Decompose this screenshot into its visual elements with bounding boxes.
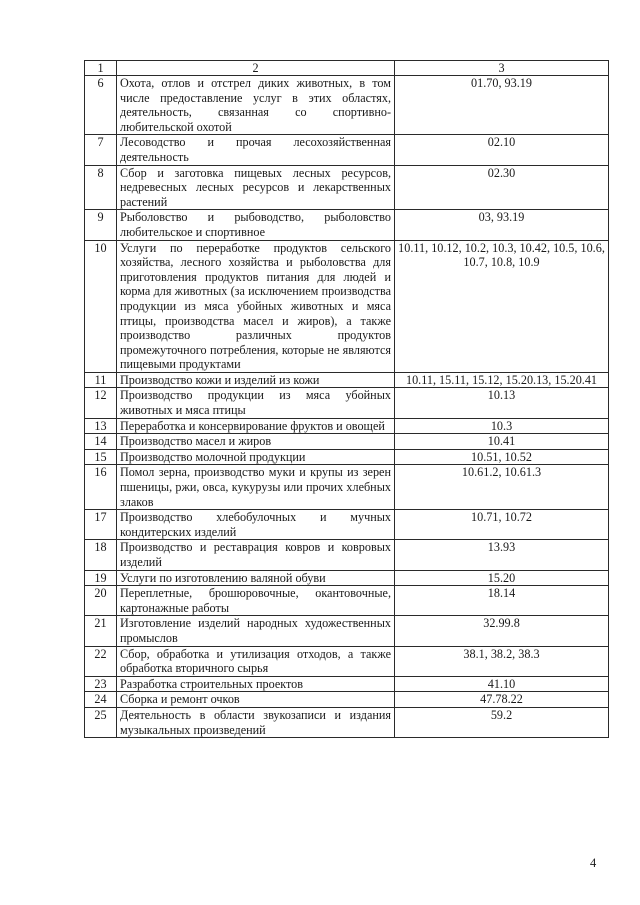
row-number: 21 <box>85 616 117 646</box>
table-row <box>85 540 609 570</box>
row-number: 15 <box>85 449 117 465</box>
row-number: 24 <box>85 692 117 708</box>
table-row <box>85 465 609 510</box>
okved-code: 10.61.2, 10.61.3 <box>395 465 609 510</box>
row-number: 10 <box>85 240 117 372</box>
page-number: 4 <box>590 856 597 870</box>
table-row <box>85 210 609 240</box>
activity-description: Разработка строительных проектов <box>117 676 395 692</box>
activity-description: Сбор, обработка и утилизация отходов, а также обработка вторичного сырья <box>117 646 395 676</box>
activity-description: Сбор и заготовка пищевых лесных ресурсов, недревесных лесных ресурсов и лекарственных растений <box>117 165 395 210</box>
okved-code: 59.2 <box>395 707 609 737</box>
table-row <box>85 570 609 586</box>
okved-code: 41.10 <box>395 676 609 692</box>
table-row <box>85 388 609 418</box>
table-row <box>85 449 609 465</box>
column-header-number: 1 <box>85 61 117 76</box>
row-number: 17 <box>85 510 117 540</box>
table-row <box>85 616 609 646</box>
okved-code: 02.10 <box>395 135 609 165</box>
table-row <box>85 646 609 676</box>
activities-table <box>84 60 609 738</box>
row-number: 11 <box>85 372 117 388</box>
column-header-code: 3 <box>395 61 609 76</box>
row-number: 18 <box>85 540 117 570</box>
okved-code: 10.41 <box>395 434 609 450</box>
okved-code: 10.11, 10.12, 10.2, 10.3, 10.42, 10.5, 10.6, 10.7, 10.8, 10.9 <box>395 240 609 372</box>
activity-description: Переплетные, брошюровочные, окантовочные, картонажные работы <box>117 586 395 616</box>
row-number: 6 <box>85 76 117 135</box>
activity-description: Рыболовство и рыбоводство, рыболовство любительское и спортивное <box>117 210 395 240</box>
okved-code: 47.78.22 <box>395 692 609 708</box>
row-number: 19 <box>85 570 117 586</box>
okved-code: 10.71, 10.72 <box>395 510 609 540</box>
table-row <box>85 418 609 434</box>
row-number: 16 <box>85 465 117 510</box>
activity-description: Помол зерна, производство муки и крупы из зерен пшеницы, ржи, овса, кукурузы или прочих хлебных злаков <box>117 465 395 510</box>
activity-description: Сборка и ремонт очков <box>117 692 395 708</box>
okved-code: 15.20 <box>395 570 609 586</box>
row-number: 8 <box>85 165 117 210</box>
activity-description: Услуги по переработке продуктов сельского хозяйства, лесного хозяйства и рыболовства для приготовления продуктов питания для людей и корма для животных (за исключением производства продукции из мяса убойных животных и мяса птицы, производства масел и жиров), а также производство различных продуктов промежуточного потребления, которые не являются пищевыми продуктами <box>117 240 395 372</box>
row-number: 7 <box>85 135 117 165</box>
activity-description: Производство хлебобулочных и мучных кондитерских изделий <box>117 510 395 540</box>
activity-description: Производство кожи и изделий из кожи <box>117 372 395 388</box>
okved-code: 10.3 <box>395 418 609 434</box>
row-number: 13 <box>85 418 117 434</box>
activity-description: Переработка и консервирование фруктов и овощей <box>117 418 395 434</box>
row-number: 25 <box>85 707 117 737</box>
row-number: 22 <box>85 646 117 676</box>
table-row <box>85 240 609 372</box>
activity-description: Производство молочной продукции <box>117 449 395 465</box>
activity-description: Производство масел и жиров <box>117 434 395 450</box>
activity-description: Лесоводство и прочая лесохозяйственная деятельность <box>117 135 395 165</box>
table-row <box>85 165 609 210</box>
activity-description: Производство продукции из мяса убойных животных и мяса птицы <box>117 388 395 418</box>
table-row <box>85 510 609 540</box>
okved-code: 10.13 <box>395 388 609 418</box>
okved-code: 38.1, 38.2, 38.3 <box>395 646 609 676</box>
table-row <box>85 692 609 708</box>
row-number: 20 <box>85 586 117 616</box>
row-number: 23 <box>85 676 117 692</box>
row-number: 12 <box>85 388 117 418</box>
okved-code: 03, 93.19 <box>395 210 609 240</box>
table-header-row <box>85 61 609 76</box>
table-row <box>85 76 609 135</box>
table-row <box>85 676 609 692</box>
table-row <box>85 372 609 388</box>
row-number: 14 <box>85 434 117 450</box>
activity-description: Деятельность в области звукозаписи и издания музыкальных произведений <box>117 707 395 737</box>
okved-code: 10.11, 15.11, 15.12, 15.20.13, 15.20.41 <box>395 372 609 388</box>
row-number: 9 <box>85 210 117 240</box>
okved-code: 01.70, 93.19 <box>395 76 609 135</box>
column-header-activity: 2 <box>117 61 395 76</box>
table-row <box>85 135 609 165</box>
okved-code: 18.14 <box>395 586 609 616</box>
activity-description: Услуги по изготовлению валяной обуви <box>117 570 395 586</box>
activity-description: Охота, отлов и отстрел диких животных, в том числе предоставление услуг в этих областях, деятельность, связанная со спортивно-любительской охотой <box>117 76 395 135</box>
okved-code: 10.51, 10.52 <box>395 449 609 465</box>
activity-description: Изготовление изделий народных художественных промыслов <box>117 616 395 646</box>
activity-description: Производство и реставрация ковров и ковровых изделий <box>117 540 395 570</box>
okved-code: 02.30 <box>395 165 609 210</box>
table-row <box>85 707 609 737</box>
table-row <box>85 586 609 616</box>
okved-code: 13.93 <box>395 540 609 570</box>
okved-code: 32.99.8 <box>395 616 609 646</box>
table-row <box>85 434 609 450</box>
